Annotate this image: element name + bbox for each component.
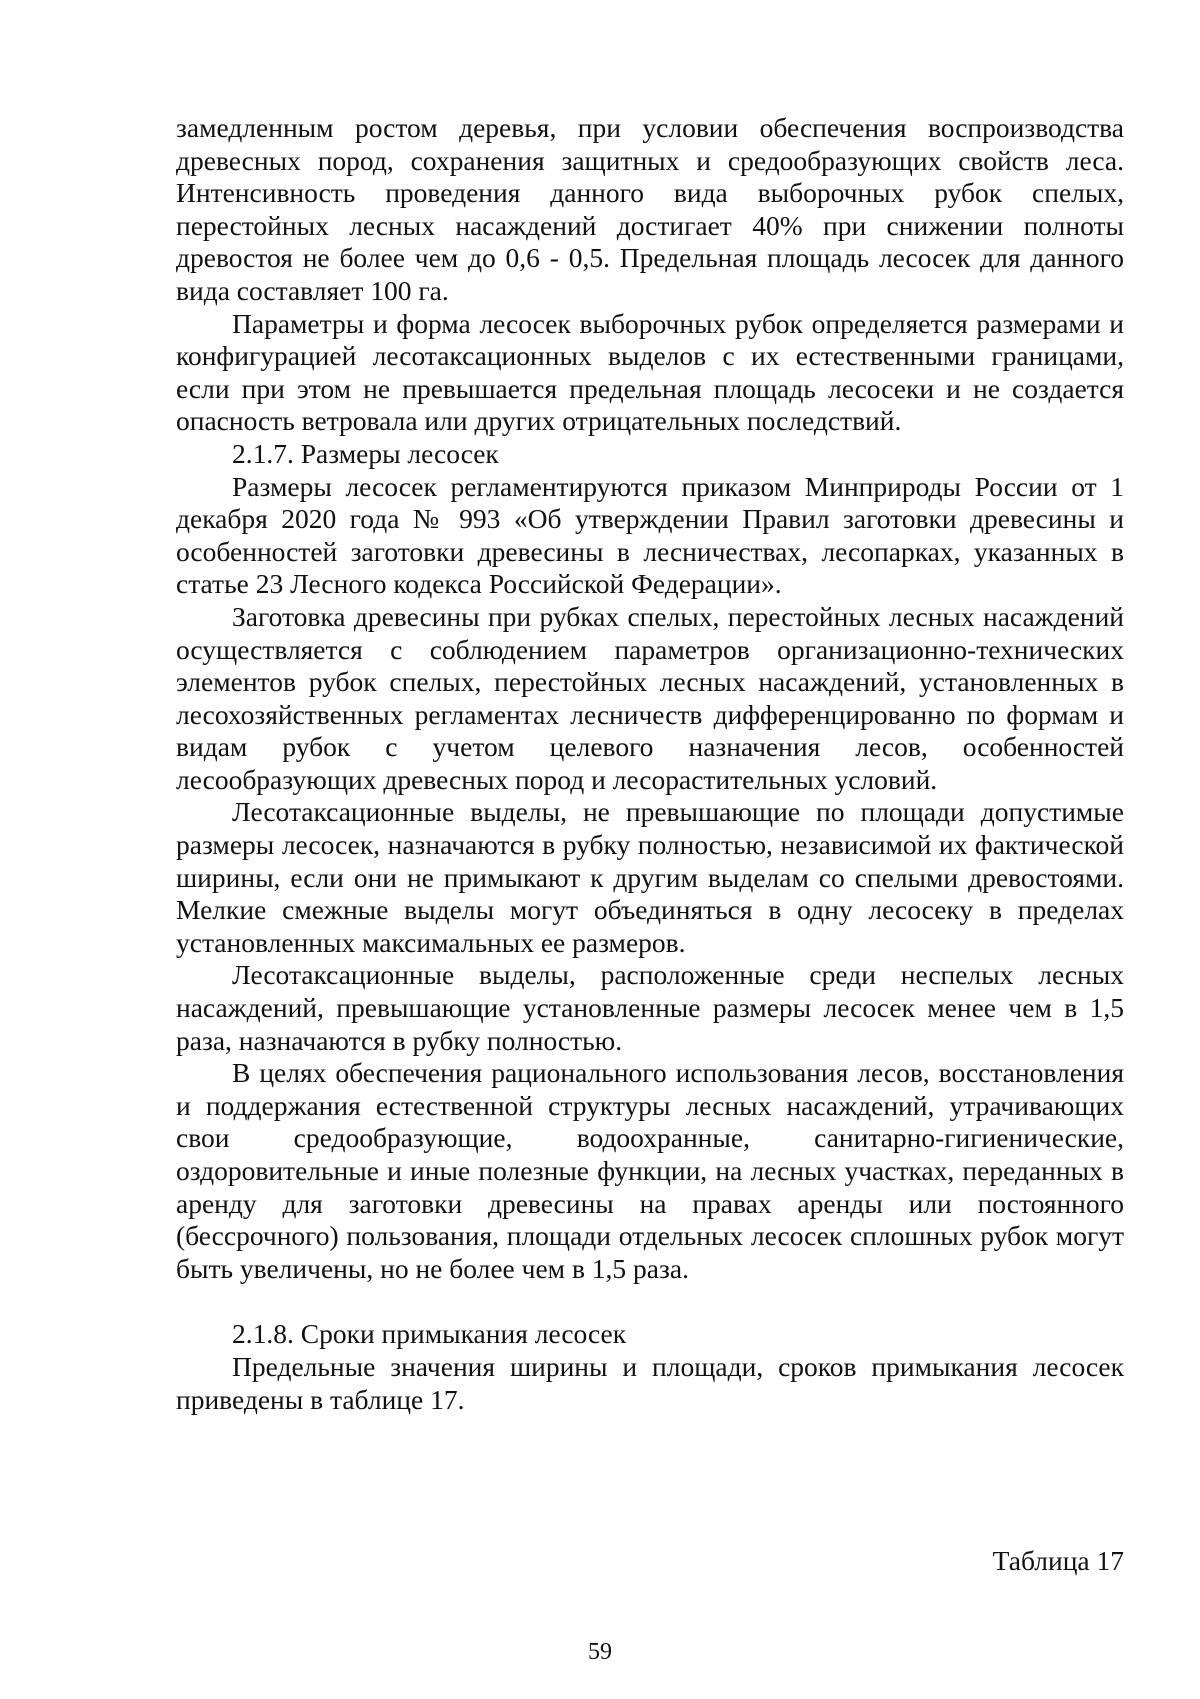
paragraph-continuation: замедленным ростом деревья, при условии обеспечения воспроизводства древесных пород, сохранения защитных и средообразующих свойств леса. Интенсивность проведения данного вида выборочных рубок спелых, перестойных лесных насаждений достигает 40% при снижении полноты древостоя не более чем до 0,6 - 0,5. Предельная площадь лесосек для данного вида составляет 100 га. [176,112,1124,306]
paragraph-table-reference: Предельные значения ширины и площади, сроков примыкания лесосек приведены в таблице 17. [176,1350,1124,1415]
paragraph-immature-stands: Лесотаксационные выделы, расположенные среди неспелых лесных насаждений, превышающие установленные размеры лесосек менее чем в 1,5 раза, назначаются в рубку полностью. [176,959,1124,1056]
paragraph-timber-harvesting: Заготовка древесины при рубках спелых, перестойных лесных насаждений осуществляется с соблюдением параметров организационно-технических элементов рубок спелых, перестойных лесных насаждений, установленных в лесохозяйственных регламентах лесничеств дифференцированно по формам и видам рубок с учетом целевого назначения лесов, особенностей лесообразующих древесных пород и лесорастительных условий. [176,600,1124,795]
paragraph-rational-use: В целях обеспечения рационального использования лесов, восстановления и поддержания естественной структуры лесных насаждений, утрачивающих свои средообразующие, водоохранные, санитарно-гигиенические, оздоровительные и иные полезные функции, на лесных участках, переданных в аренду для заготовки древесины на правах аренды или постоянного (бессрочного) пользования, площади отдельных лесосек сплошных рубок могут быть увеличены, но не более чем в 1,5 раза. [176,1057,1124,1284]
section-heading-2-1-8: 2.1.8. Сроки примыкания лесосек [232,1318,627,1350]
paragraph-taxation-units: Лесотаксационные выделы, не превышающие по площади допустимые размеры лесосек, назначаются в рубку полностью, независимой их фактической ширины, если они не примыкают к другим выделам со спелыми древостоями. Мелкие смежные выделы могут объединяться в одну лесосеку в пределах установленных максимальных ее размеров. [176,796,1124,958]
section-gap [176,1285,1124,1318]
page-body [176,112,1124,1416]
section-heading-2-1-7: 2.1.7. Размеры лесосек [232,437,499,469]
table-caption: Таблица 17 [992,1545,1124,1576]
page-number: 59 [588,1639,612,1665]
paragraph-cutting-area-parameters: Параметры и форма лесосек выборочных рубок определяется размерами и конфигурацией лесотаксационных выделов с их естественными границами, если при этом не превышается предельная площадь лесосеки и не создается опасность ветровала или других отрицательных последствий. [176,307,1124,437]
paragraph-regulation-order: Размеры лесосек регламентируются приказом Минприроды России от 1 декабря 2020 года № 993 «Об утверждении Правил заготовки древесины и особенностей заготовки древесины в лесничествах, лесопарках, указанных в статье 23 Лесного кодекса Российской Федерации». [176,470,1124,600]
